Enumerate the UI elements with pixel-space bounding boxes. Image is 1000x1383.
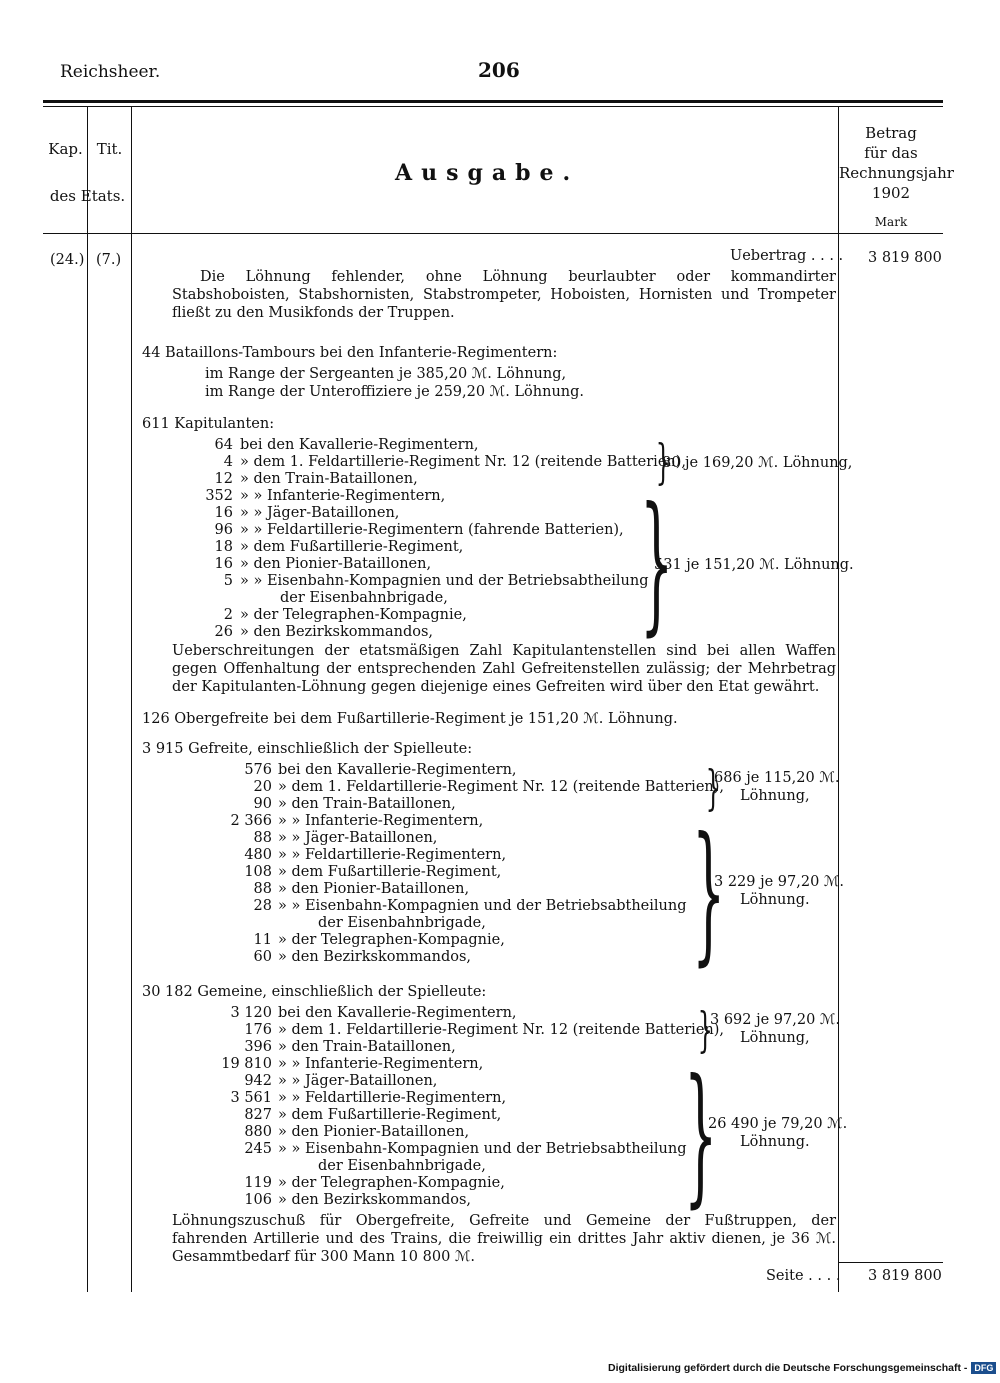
- list-item-text: der Eisenbahnbrigade,: [318, 915, 486, 931]
- list-item-count: 119: [244, 1175, 272, 1191]
- sum-rule: [838, 1262, 943, 1263]
- list-item-count: 3 561: [230, 1090, 272, 1106]
- list-item-count: 64: [214, 437, 233, 453]
- list-item-text: » den Bezirkskommandos,: [278, 1192, 472, 1208]
- list-item-count: 28: [253, 898, 272, 914]
- betrag-line-2: für das: [864, 144, 918, 162]
- list-item-text: der Eisenbahnbrigade,: [318, 1158, 486, 1174]
- brace-icon: }: [640, 476, 674, 650]
- list-item-text: » » Infanterie-Regimentern,: [278, 813, 484, 829]
- list-item-count: 352: [205, 488, 233, 504]
- top-rule: [43, 100, 943, 103]
- seite-value: 3 819 800: [868, 1268, 942, 1284]
- list-item-text: » » Feldartillerie-Regimentern (fahrende Batterien),: [240, 522, 624, 538]
- list-item-count: 5: [223, 573, 233, 589]
- list-item-count: 880: [244, 1124, 272, 1140]
- list-item-count: 88: [253, 881, 272, 897]
- list-item-count: 12: [214, 471, 233, 487]
- list-item-text: » den Train-Bataillonen,: [278, 1039, 456, 1055]
- obergefreite-line: 126 Obergefreite bei dem Fußartillerie-Regiment je 151,20 ℳ. Löhnung.: [142, 711, 678, 727]
- tambours-line-2: im Range der Unteroffiziere je 259,20 ℳ. Löhnung.: [205, 384, 585, 400]
- list-item-text: » den Bezirkskommandos,: [278, 949, 472, 965]
- list-item-text: » » Eisenbahn-Kompagnien und der Betriebsabtheilung: [278, 898, 687, 914]
- uebertrag-value: 3 819 800: [868, 250, 942, 266]
- footer-text: Digitalisierung gefördert durch die Deutsche Forschungsgemeinschaft -: [608, 1362, 968, 1374]
- footer-credit: [608, 1362, 996, 1374]
- dfg-logo: DFG: [971, 1362, 996, 1374]
- list-item-text: bei den Kavallerie-Regimentern,: [278, 762, 517, 778]
- list-item-text: » dem 1. Feldartillerie-Regiment Nr. 12 (reitende Batterien),: [278, 1022, 725, 1038]
- list-item-count: 2: [223, 607, 233, 623]
- list-item-count: 96: [214, 522, 233, 538]
- list-item-text: bei den Kavallerie-Regimentern,: [240, 437, 479, 453]
- list-item-count: 396: [244, 1039, 272, 1055]
- list-item-text: » den Pionier-Bataillonen,: [240, 556, 432, 572]
- list-item-count: 19 810: [221, 1056, 272, 1072]
- list-item-text: » der Telegraphen-Kompagnie,: [240, 607, 467, 623]
- gefreite-brace-1b: Löhnung,: [740, 788, 810, 804]
- list-item-count: 245: [244, 1141, 272, 1157]
- list-item-count: 16: [214, 556, 233, 572]
- list-item-text: » der Telegraphen-Kompagnie,: [278, 1175, 505, 1191]
- col-tit: Tit.: [96, 140, 123, 158]
- gemeine-brace-1a: 3 692 je 97,20 ℳ.: [710, 1012, 841, 1028]
- betrag-line-1: Betrag: [865, 124, 917, 142]
- list-item-text: » » Feldartillerie-Regimentern,: [278, 1090, 507, 1106]
- tambours-heading: 44 Bataillons-Tambours bei den Infanterie-Regimentern:: [142, 345, 558, 361]
- list-item-count: 11: [253, 932, 272, 948]
- tit-number: (7.): [96, 252, 122, 268]
- col-des-etats: des Etats.: [49, 187, 126, 205]
- list-item-text: » » Jäger-Bataillonen,: [278, 830, 438, 846]
- kapitulanten-brace-2: 531 je 151,20 ℳ. Löhnung.: [654, 557, 854, 573]
- betrag-line-4: 1902: [871, 184, 911, 202]
- list-item-text: » den Train-Bataillonen,: [278, 796, 456, 812]
- kap-number: (24.): [50, 252, 85, 268]
- brace-icon: }: [684, 1048, 718, 1222]
- list-item-count: 942: [244, 1073, 272, 1089]
- page-number: 206: [478, 58, 520, 82]
- list-item-count: 60: [253, 949, 272, 965]
- list-item-text: » dem 1. Feldartillerie-Regiment Nr. 12 (reitende Batterien),: [278, 779, 725, 795]
- brace-icon: }: [692, 806, 726, 980]
- list-item-text: » » Eisenbahn-Kompagnien und der Betriebsabtheilung: [240, 573, 649, 589]
- col-divider-kap: [87, 107, 88, 1292]
- list-item-text: » » Eisenbahn-Kompagnien und der Betriebsabtheilung: [278, 1141, 687, 1157]
- kapitulanten-heading: 611 Kapitulanten:: [142, 416, 275, 432]
- list-item-text: » » Infanterie-Regimentern,: [278, 1056, 484, 1072]
- list-item-count: 2 366: [230, 813, 272, 829]
- betrag-line-3: Rechnungsjahr: [839, 164, 954, 182]
- gemeine-heading: 30 182 Gemeine, einschließlich der Spielleute:: [142, 984, 487, 1000]
- list-item-count: 90: [253, 796, 272, 812]
- list-item-text: » der Telegraphen-Kompagnie,: [278, 932, 505, 948]
- gefreite-brace-2b: Löhnung.: [740, 892, 810, 908]
- seite-label: Seite . . . .: [766, 1268, 841, 1284]
- gemeine-brace-1b: Löhnung,: [740, 1030, 810, 1046]
- list-item-count: 106: [244, 1192, 272, 1208]
- list-item-count: 3 120: [230, 1005, 272, 1021]
- section-title: Ausgabe.: [395, 160, 580, 186]
- brace-icon: }: [705, 760, 721, 816]
- gefreite-brace-1a: 686 je 115,20 ℳ.: [714, 770, 840, 786]
- list-item-count: 108: [244, 864, 272, 880]
- list-item-count: 176: [244, 1022, 272, 1038]
- list-item-text: » den Pionier-Bataillonen,: [278, 881, 470, 897]
- uebertrag-label: Uebertrag . . . .: [730, 248, 844, 264]
- gefreite-brace-2a: 3 229 je 97,20 ℳ.: [714, 874, 845, 890]
- gemeine-brace-2b: Löhnung.: [740, 1134, 810, 1150]
- col-betrag: [839, 123, 954, 203]
- list-item-count: 480: [244, 847, 272, 863]
- list-item-text: » dem Fußartillerie-Regiment,: [278, 1107, 502, 1123]
- list-item-text: » » Infanterie-Regimentern,: [240, 488, 446, 504]
- col-mark: Mark: [874, 215, 908, 229]
- list-item-count: 26: [214, 624, 233, 640]
- list-item-text: » dem Fußartillerie-Regiment,: [278, 864, 502, 880]
- list-item-text: bei den Kavallerie-Regimentern,: [278, 1005, 517, 1021]
- brace-icon: }: [655, 434, 671, 490]
- brace-icon: }: [697, 1002, 713, 1058]
- paragraph-ueberschreitungen: Ueberschreitungen der etatsmäßigen Zahl Kapitulantenstellen sind bei allen Waffen gegen Offenhaltung der entsprechenden Zahl Gefreitenstellen zulässig; der Mehrbetrag der Kapitulanten-Löhnung gegen diejenige eines Gefreiten wird über den Etat gewährt.: [172, 643, 836, 695]
- paragraph-musikfonds: Die Löhnung fehlender, ohne Löhnung beurlaubter oder kommandirter Stabshoboisten, Stabshornisten, Stabstrompeter, Hoboisten, Hornisten und Trompeter fließt zu den Musikfonds der Truppen.: [172, 269, 836, 321]
- list-item-text: » dem Fußartillerie-Regiment,: [240, 539, 464, 555]
- col-kap: Kap.: [48, 140, 83, 158]
- running-head: Reichsheer.: [60, 62, 161, 82]
- list-item-text: » den Train-Bataillonen,: [240, 471, 418, 487]
- list-item-text: » » Feldartillerie-Regimentern,: [278, 847, 507, 863]
- list-item-count: 18: [214, 539, 233, 555]
- list-item-text: » dem 1. Feldartillerie-Regiment Nr. 12 (reitende Batterien),: [240, 454, 687, 470]
- list-item-count: 827: [244, 1107, 272, 1123]
- col-divider-tit: [131, 107, 132, 1292]
- kapitulanten-brace-1: 80 je 169,20 ℳ. Löhnung,: [662, 455, 853, 471]
- header-bottom-rule: [43, 233, 943, 234]
- list-item-text: » » Jäger-Bataillonen,: [240, 505, 400, 521]
- list-item-count: 88: [253, 830, 272, 846]
- col-divider-betrag: [838, 107, 839, 1292]
- list-item-count: 20: [253, 779, 272, 795]
- tambours-line-1: im Range der Sergeanten je 385,20 ℳ. Löhnung,: [205, 366, 567, 382]
- list-item-text: » » Jäger-Bataillonen,: [278, 1073, 438, 1089]
- gemeine-brace-2a: 26 490 je 79,20 ℳ.: [708, 1116, 848, 1132]
- gefreite-heading: 3 915 Gefreite, einschließlich der Spielleute:: [142, 741, 473, 757]
- list-item-count: 576: [244, 762, 272, 778]
- list-item-text: der Eisenbahnbrigade,: [280, 590, 448, 606]
- list-item-text: » den Pionier-Bataillonen,: [278, 1124, 470, 1140]
- list-item-text: » den Bezirkskommandos,: [240, 624, 434, 640]
- paragraph-loehnungszuschuss: Löhnungszuschuß für Obergefreite, Gefreite und Gemeine der Fußtruppen, der fahrenden Artillerie und des Trains, die freiwillig ein drittes Jahr aktiv dienen, je 36 ℳ. Gesammtbedarf für 300 Mann 10 800 ℳ.: [172, 1213, 836, 1265]
- list-item-count: 16: [214, 505, 233, 521]
- list-item-count: 4: [223, 454, 233, 470]
- top-rule-thin: [43, 106, 943, 107]
